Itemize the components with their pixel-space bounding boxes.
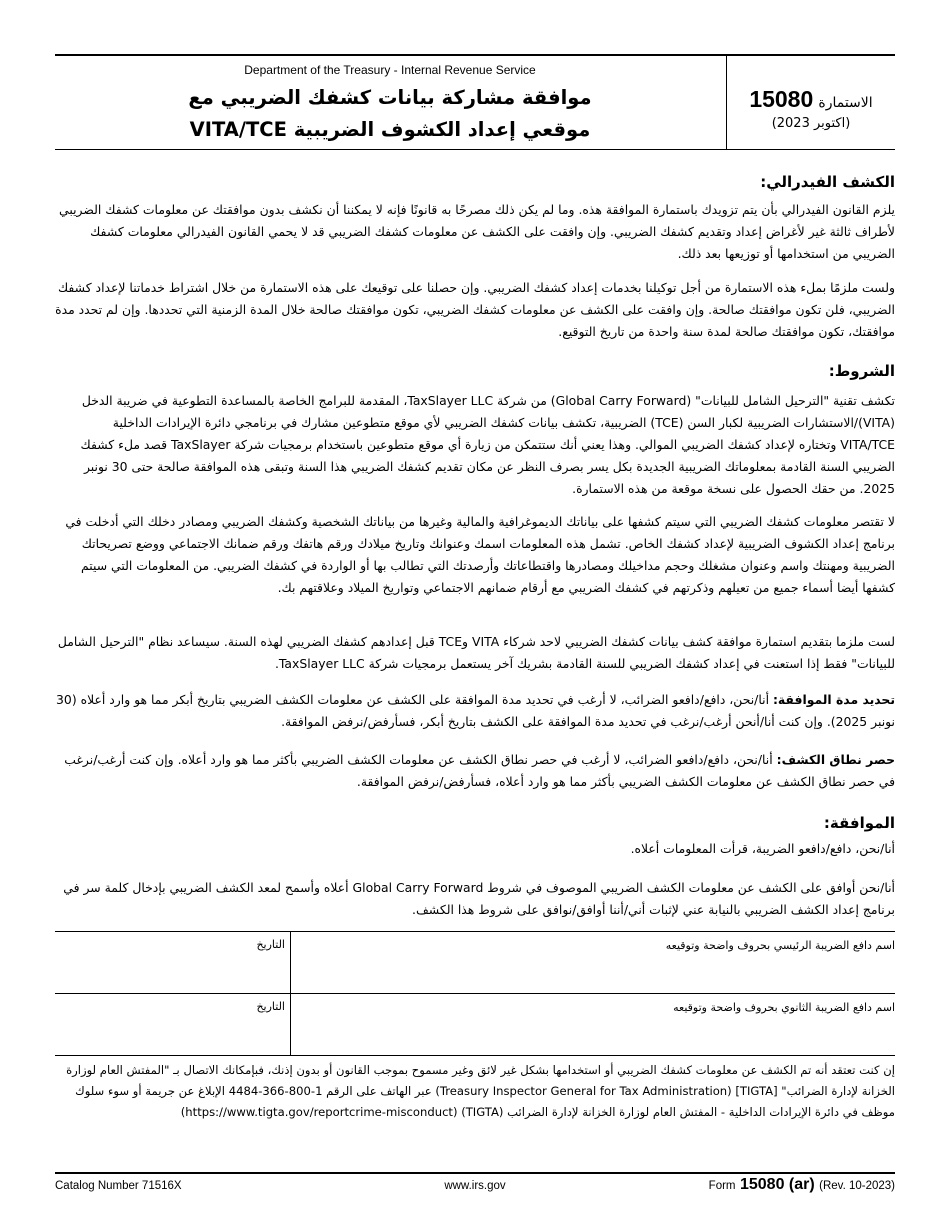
primary-taxpayer-signature-field[interactable] <box>291 932 895 993</box>
consent-paragraph-2: أنا/نحن أوافق على الكشف عن معلومات الكشف الضريبي الموصوف في شروط Global Carry Forward أعلاه وأسمح لمعد الكشف الضريبي بإدخال كلمة سر في برنامج إعداد الكشف الضريبي بالنيابة عني لإثبات أني/أننا أوافق/نوافق على شروط هذا الكشف. <box>63 880 895 917</box>
form-title-line2: موقعي إعداد الكشوف الضريبية VITA/TCE <box>189 118 591 141</box>
footer-form-prefix: Form <box>708 1180 736 1192</box>
federal-paragraph-1: يلزم القانون الفيدرالي بأن يتم تزويدك باستمارة الموافقة هذه. وما لم يكن ذلك مصرحًا به قانونًا فإنه لا يمكننا أن نكشف بدون موافقتك عن معلومات كشفك الضريبي لأطراف ثالثة غير لأغراض إعداد وتقديم كشفك الضريبي. وإن وافقت على الكشف عن معلومات كشفك الضريبي قد لا يحمي القانون الفيدرالي معلومات كشفك الضريبي من استخدامها أو توزيعها بعد ذلك. <box>59 202 895 261</box>
irs-website: www.irs.gov <box>444 1180 506 1192</box>
agency-name: Department of the Treasury - Internal Revenue Service <box>244 63 536 77</box>
signature-bottom-rule <box>55 1055 895 1056</box>
form-number: 15080 <box>749 86 814 112</box>
primary-date-field[interactable] <box>55 932 290 993</box>
footer-rule <box>55 1172 895 1174</box>
secondary-taxpayer-signature-field[interactable] <box>291 994 895 1055</box>
tigta-notice: إن كنت تعتقد أنه تم الكشف عن معلومات كشفك الضريبي أو استخدامها بشكل غير لائق وغير مسموح بموجب القانون أو بدون إذنك، فبإمكانك الاتصال بـ "المفتش العام لوزارة الخزانة لإدارة الضرائب" [TIGTA] (Treasury Inspector General for Tax Administration) عبر الهاتف على الرقم 1-800-366-4484 الإبلاغ عن جريمة أو سوء سلوك موظف في دائرة الإيرادات الداخلية - المفتش العام لوزارة الخزانة لإدارة الضرائب (TIGTA) (https://www.tigta.gov/reportcrime-misconduct) <box>66 1063 895 1119</box>
scope-text: أنا/نحن، دافع/دافعو الضرائب، لا أرغب في حصر نطاق الكشف عن معلومات الكشف الضريبي بأكثر مما هو وارد أعلاه. وإن كنت أرغب/نرغب في حصر نطاق الكشف عن معلومات الكشف الضريبي بأكثر مما هو وارد أعلاه، فسأرفض/نرفض الموافقة. <box>64 752 895 789</box>
secondary-date-label: التاريخ <box>256 1000 285 1013</box>
footer-revision: (Rev. 10-2023) <box>819 1180 895 1192</box>
primary-taxpayer-label: اسم دافع الضريبة الرئيسي بحروف واضحة وتوقيعه <box>665 939 895 952</box>
scope-label: حصر نطاق الكشف: <box>776 752 895 767</box>
consent-heading: الموافقة: <box>823 814 895 832</box>
federal-heading: الكشف الفيدرالي: <box>760 173 895 191</box>
scope-paragraph <box>55 749 895 793</box>
form-title-line1: موافقة مشاركة بيانات كشفك الضريبي مع <box>188 86 592 109</box>
secondary-taxpayer-label: اسم دافع الضريبة الثانوي بحروف واضحة وتوقيعه <box>673 1001 895 1014</box>
duration-paragraph <box>55 689 895 733</box>
duration-label: تحديد مدة الموافقة: <box>772 692 895 707</box>
footer-form-number: 15080 (ar) <box>739 1176 815 1193</box>
primary-date-label: التاريخ <box>256 938 285 951</box>
form-id-block <box>727 86 895 113</box>
secondary-date-field[interactable] <box>55 994 290 1055</box>
terms-paragraph-3: لست ملزما بتقديم استمارة موافقة كشف بيانات كشفك الضريبي لاحد شركاء VITA وTCE قبل إعدادهم كشفك الضريبي لهذه السنة. سيساعد نظام "الترحيل الشامل للبيانات" فقط إذا استعنت في إعداد كشفك الضريبي للسنة القادمة بشريك آخر يستعمل برمجيات شركة TaxSlayer LLC. <box>57 634 895 671</box>
terms-paragraph-2: لا تقتصر معلومات كشفك الضريبي التي سيتم كشفها على بياناتك الديموغرافية والمالية وغيرها من بياناتك الشخصية وكشفك الضريبي ومصادر دخلك التي أدخلت في برنامج إعداد الكشوف الضريبية لإعداد كشفك الخاص. تشمل هذه المعلومات اسمك وعنوانك وتاريخ ميلادك ورقم هاتفك ورقم ضمانك الاجتماعي ووضع تصريحاتك الضريبية ومهنتك واسم وعنوان مشغلك وحجم مداخيلك ومصادرها واقتطاعاتك وأرصدتك التي تطالب بها أو الواردة في كشفك الضريبي. من المعلومات التي سيتم كشفها أيضا أسماء جميع من تعيلهم وذكرتهم في كشفك الضريبي مع أرقام ضمانهم الاجتماعي وتواريخ الميلاد وعلاقتهم بك. <box>65 514 895 595</box>
top-rule <box>55 54 895 56</box>
catalog-number: Catalog Number 71516X <box>55 1180 182 1192</box>
consent-paragraph-1: أنا/نحن، دافع/دافعو الضريبة، قرأت المعلومات أعلاه. <box>630 841 895 856</box>
form-date: (اكتوبر 2023) <box>771 116 851 131</box>
duration-text: أنا/نحن، دافع/دافعو الضرائب، لا أرغب في تحديد مدة الموافقة على الكشف عن معلومات الكشف الضريبي بتاريخ أبكر مما هو وارد أعلاه (30 نونبر 2025). وإن كنت أنا/أنحن أرغب/نرغب في تحديد مدة الموافقة على الكشف بتاريخ أبكر، فسأرفض/نرفض الموافقة. <box>56 692 895 729</box>
footer-form-id <box>709 1176 895 1194</box>
form-label: الاستمارة <box>818 95 873 111</box>
header-bottom-rule <box>55 149 895 150</box>
federal-paragraph-2: ولست ملزمًا بملء هذه الاستمارة من أجل توكيلنا بخدمات إعداد كشفك الضريبي. وإن حصلنا على توقيعك على هذه الاستمارة من خلال اشتراط خدماتنا لإعداد كشفك الضريبي، فلن تكون موافقتك صالحة. وإن وافقت على الكشف عن معلومات كشفك الضريبي، تكون موافقتك صالحة خلال المدة الزمنية التي تحددها. وإن لم تحدد مدة موافقتك، تكون موافقتك صالحة لمدة سنة واحدة من تاريخ التوقيع. <box>55 280 895 339</box>
terms-paragraph-1: تكشف تقنية "الترحيل الشامل للبيانات" (Global Carry Forward) من شركة TaxSlayer LLC، المقدمة للبرامج الخاصة بالمساعدة التطوعية في ضريبة الدخل (VITA)/الاستشارات الضريبية لكبار السن (TCE) الضريبية، تكشف بيانات كشفك الضريبي لأي موقع متطوعين مشارك في برنامجي دائرة الإيرادات الداخلية VITA/TCE وتختاره لإعداد كشفك الضريبي الموالي. وهذا يعني أنك ستتمكن من زيارة أي موقع متطوعين باستخدام برمجيات شركة TaxSlayer قصد ملء كشفك الضريبي السنة القادمة بمعلوماتك الضريبية الجديدة بكل يسر بصرف النظر عن مكان تقديم كشفك الضريبي هذا السنة وتبقى هذه الموافقة صالحة حتى 30 نونبر 2025. من حقك الحصول على نسخة موقعة من هذه الاستمارة. <box>80 393 895 496</box>
terms-heading: الشروط: <box>828 362 895 380</box>
